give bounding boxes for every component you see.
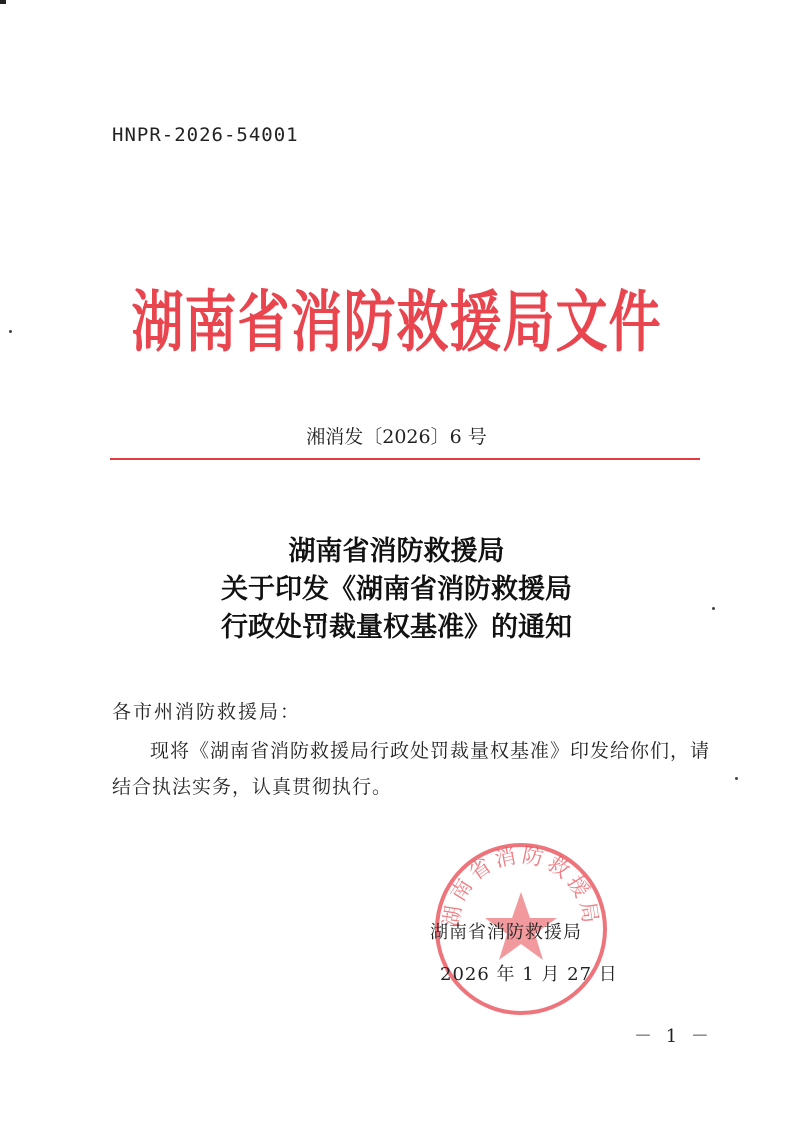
document-number: 湘消发〔2026〕6 号	[306, 426, 487, 448]
scan-speck	[9, 330, 12, 333]
signature-organization: 湖南省消防救援局	[430, 922, 582, 943]
title-line: 湖南省消防救援局	[288, 536, 505, 567]
document-title	[0, 533, 793, 647]
red-separator-line	[110, 458, 700, 460]
scan-corner-mark	[0, 0, 6, 4]
body-paragraph: 现将《湖南省消防救援局行政处罚裁量权基准》印发给你们，请结合执法实务，认真贯彻执行。	[112, 740, 711, 798]
addressee: 各市州消防救援局：	[112, 701, 302, 723]
issuing-organization-header: 湖南省消防救援局文件	[131, 284, 662, 362]
title-line: 行政处罚裁量权基准》的通知	[221, 612, 572, 643]
scan-speck	[735, 777, 738, 780]
document-id: HNPR-2026-54001	[112, 124, 299, 146]
seal-text: 湖南省消防救援局	[439, 843, 603, 929]
page-number: － 1 －	[634, 1026, 713, 1047]
signature-date: 2026 年 1 月 27 日	[440, 964, 618, 985]
title-line: 关于印发《湖南省消防救援局	[221, 574, 572, 605]
scan-speck	[712, 607, 715, 610]
